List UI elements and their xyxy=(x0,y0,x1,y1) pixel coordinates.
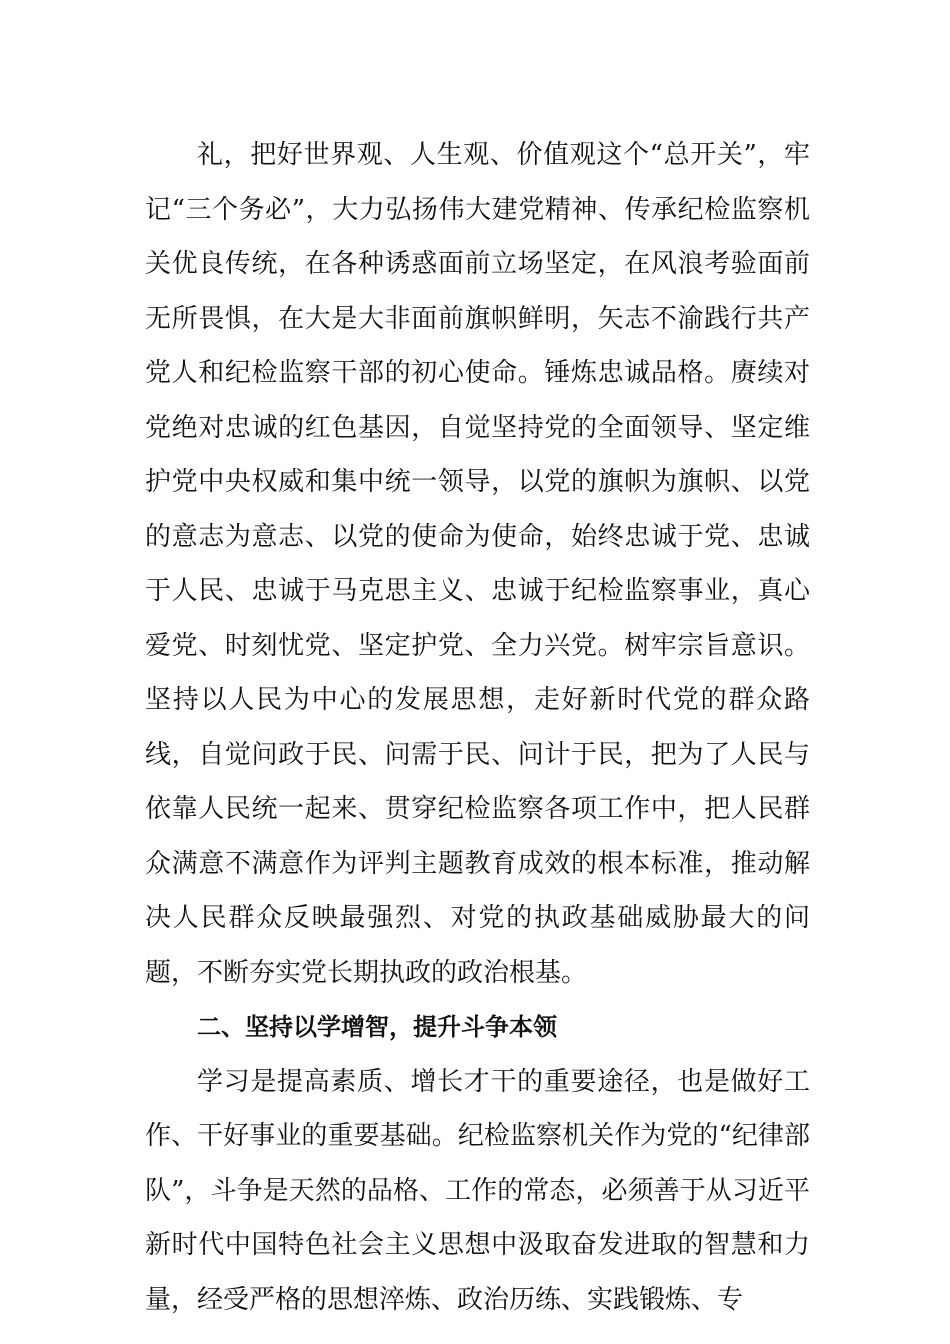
document-body xyxy=(145,128,810,1327)
section-heading: 二、坚持以学增智，提升斗争本领 xyxy=(197,1013,557,1041)
paragraph-body-2: 学习是提高素质、增长才干的重要途径，也是做好工作、干好事业的重要基础。纪检监察机关作为党的“纪律部队”，斗争是天然的品格、工作的常态，必须善于从习近平新时代中国特色社会主义思想中汲取奋发进取的智慧和力量，经受严格的思想淬炼、政治历练、实践锻炼、专 xyxy=(145,1066,810,1315)
paragraph-body-1: 礼，把好世界观、人生观、价值观这个“总开关”，牢记“三个务必”，大力弘扬伟大建党精神、传承纪检监察机关优良传统，在各种诱惑面前立场坚定，在风浪考验面前无所畏惧，在大是大非面前旗帜鲜明，矢志不渝践行共产党人和纪检监察干部的初心使命。锤炼忠诚品格。赓续对党绝对忠诚的红色基因，自觉坚持党的全面领导、坚定维护党中央权威和集中统一领导，以党的旗帜为旗帜、以党的意志为意志、以党的使命为使命，始终忠诚于党、忠诚于人民、忠诚于马克思主义、忠诚于纪检监察事业，真心爱党、时刻忧党、坚定护党、全力兴党。树牢宗旨意识。坚持以人民为中心的发展思想，走好新时代党的群众路线，自觉问政于民、问需于民、问计于民，把为了人民与依靠人民统一起来、贯穿纪检监察各项工作中，把人民群众满意不满意作为评判主题教育成效的根本标准，推动解决人民群众反映最强烈、对党的执政基础威胁最大的问题，不断夯实党长期执政的政治根基。 xyxy=(145,140,810,988)
